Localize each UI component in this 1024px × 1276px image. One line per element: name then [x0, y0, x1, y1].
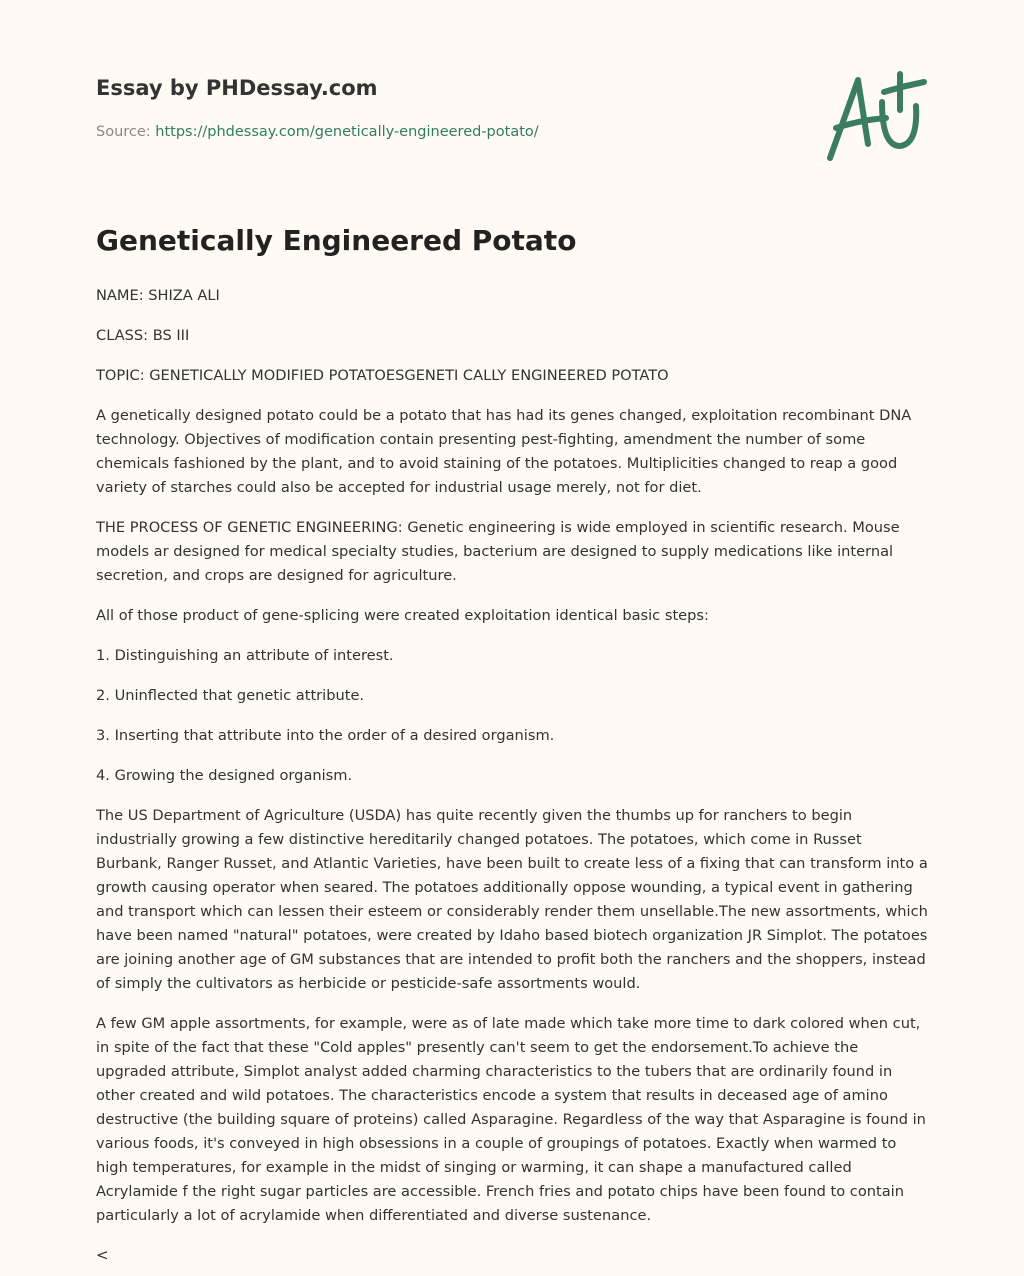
- paragraph: TOPIC: GENETICALLY MODIFIED POTATOESGENETI CALLY ENGINEERED POTATO: [96, 367, 669, 384]
- list-item: 4. Growing the designed organism.: [96, 767, 353, 784]
- a-plus-logo-icon: [820, 66, 930, 166]
- essay-body: [96, 284, 932, 1244]
- paragraph: THE PROCESS OF GENETIC ENGINEERING: Genetic engineering is wide employed in scientific research. Mouse models ar designed for medical specialty studies, bacterium are designed to supply medications like internal secretion, and crops are designed for agriculture.: [96, 519, 900, 584]
- paragraph: CLASS: BS III: [96, 327, 190, 344]
- paragraph: All of those product of gene-splicing were created exploitation identical basic steps:: [96, 607, 709, 624]
- paragraph: NAME: SHIZA ALI: [96, 287, 220, 304]
- source-label: Source:: [96, 124, 151, 140]
- paragraph: A few GM apple assortments, for example, were as of late made which take more time to dark colored when cut, in spite of the fact that these "Cold apples" presently can't seem to get the endorsement.To achieve the upgraded attribute, Simplot analyst added charming characteristics to the tubers that are ordinarily found in other created and wild potatoes. The characteristics encode a system that results in deceased age of amino destructive (the building square of proteins) called Asparagine. Regardless of the way that Asparagine is found in various foods, it's conveyed in high obsessions in a couple of groupings of potatoes. Exactly when warmed to high temperatures, for example in the midst of singing or warming, it can shape a manufactured called Acrylamide f the right sugar particles are accessible. French fries and potato chips have been found to contain particularly a lot of acrylamide when differentiated and diverse sustenance.: [96, 1015, 926, 1224]
- list-item: 3. Inserting that attribute into the order of a desired organism.: [96, 727, 555, 744]
- list-item: 1. Distinguishing an attribute of interest.: [96, 647, 394, 664]
- source-link[interactable]: https://phdessay.com/genetically-engineered-potato/: [155, 124, 539, 140]
- site-brand: Essay by PHDessay.com: [96, 76, 378, 100]
- paragraph: The US Department of Agriculture (USDA) has quite recently given the thumbs up for ranchers to begin industrially growing a few distinctive hereditarily changed potatoes. The potatoes, which come in Russet Burbank, Ranger Russet, and Atlantic Varieties, have been built to create less of a fixing that can transform into a growth causing operator when seared. The potatoes additionally oppose wounding, a typical event in gathering and transport which can lessen their esteem or considerably render them unsellable.The new assortments, which have been named "natural" potatoes, were created by Idaho based biotech organization JR Simplot. The potatoes are joining another age of GM substances that are intended to profit both the ranchers and the shoppers, instead of simply the cultivators as herbicide or pesticide-safe assortments would.: [96, 807, 928, 992]
- page-title: Genetically Engineered Potato: [96, 224, 577, 257]
- source-line: [96, 124, 539, 140]
- list-item: 2. Uninflected that genetic attribute.: [96, 687, 365, 704]
- previous-page-link[interactable]: <: [96, 1246, 109, 1264]
- paragraph: A genetically designed potato could be a potato that has had its genes changed, exploitation recombinant DNA technology. Objectives of modification contain presenting pest-fighting, amendment the number of some chemicals fashioned by the plant, and to avoid staining of the potatoes. Multiplicities changed to reap a good variety of starches could also be accepted for industrial usage merely, not for diet.: [96, 407, 912, 496]
